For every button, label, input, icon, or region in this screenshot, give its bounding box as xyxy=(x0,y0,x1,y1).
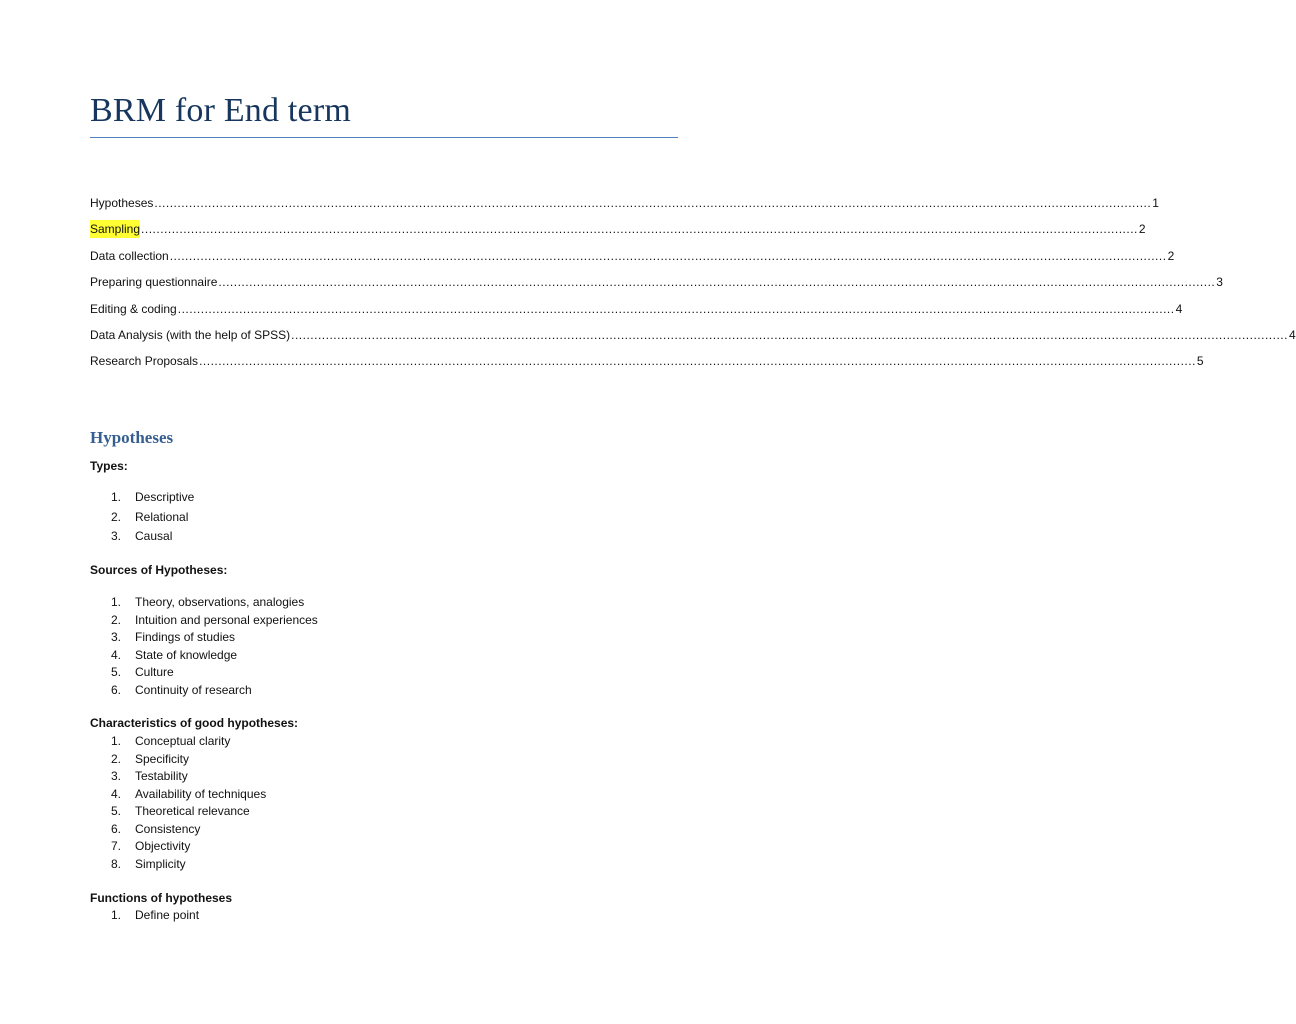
list-item-text: Theory, observations, analogies xyxy=(135,595,305,609)
toc-entry-label: Data Analysis (with the help of SPSS) xyxy=(90,327,291,342)
list-number: 5. xyxy=(111,665,122,679)
toc-entry[interactable] xyxy=(90,300,1183,326)
toc-leader: .................................................................................................................................................................................................................................................................... xyxy=(199,354,1196,369)
list-item xyxy=(111,907,199,925)
document-title: BRM for End term xyxy=(90,92,352,129)
list-item xyxy=(111,508,194,528)
toc-entry-page: 2 xyxy=(1138,222,1146,237)
list-number: 8. xyxy=(111,856,122,871)
list-item xyxy=(111,768,266,786)
list-item xyxy=(111,488,194,508)
list-item-text: Intuition and personal experiences xyxy=(135,612,318,627)
toc-leader: .................................................................................................................................................................................................................................................................... xyxy=(218,275,1216,290)
list-item-text: Continuity of research xyxy=(135,682,252,697)
toc-leader: .................................................................................................................................................................................................................................................................... xyxy=(291,327,1288,342)
list-number: 6. xyxy=(111,682,122,697)
list-item xyxy=(111,821,266,839)
list-item-text: Simplicity xyxy=(135,856,186,871)
characteristics-list xyxy=(111,733,266,873)
toc-leader: .................................................................................................................................................................................................................................................................... xyxy=(177,301,1175,316)
list-number: 3. xyxy=(111,769,122,783)
toc-entry-page: 2 xyxy=(1167,248,1175,263)
toc-entry-page: 4 xyxy=(1175,301,1183,316)
toc-entry-page: 1 xyxy=(1152,196,1159,210)
list-item-text: Objectivity xyxy=(135,839,191,853)
list-item xyxy=(111,527,194,547)
list-number: 3. xyxy=(111,529,122,544)
toc-entry[interactable] xyxy=(90,247,1175,273)
list-number: 2. xyxy=(111,751,122,766)
list-number: 5. xyxy=(111,804,122,818)
list-number: 1. xyxy=(111,490,122,504)
types-heading: Types: xyxy=(90,459,128,473)
toc-entry-label: Preparing questionnaire xyxy=(90,275,218,290)
toc-entry-label: Hypotheses xyxy=(90,196,154,210)
list-item-text: Define point xyxy=(135,908,200,922)
list-item-text: Theoretical relevance xyxy=(135,804,250,818)
list-number: 6. xyxy=(111,821,122,836)
toc-entry-label: Editing & coding xyxy=(90,301,177,316)
list-number: 1. xyxy=(111,908,122,922)
toc-entry[interactable] xyxy=(90,273,1223,299)
list-item-text: Availability of techniques xyxy=(135,786,267,801)
list-item xyxy=(111,786,266,804)
list-item xyxy=(111,682,318,700)
toc-entry-page: 3 xyxy=(1216,275,1223,290)
toc-entry[interactable] xyxy=(90,326,1296,352)
list-number: 2. xyxy=(111,509,122,524)
toc-leader: .................................................................................................................................................................................................................................................................... xyxy=(141,222,1138,237)
list-item xyxy=(111,594,318,612)
title-underline xyxy=(90,137,678,138)
list-item-text: Testability xyxy=(135,769,188,783)
toc-entry[interactable] xyxy=(90,194,1159,220)
list-number: 2. xyxy=(111,612,122,627)
list-item xyxy=(111,803,266,821)
sources-heading: Sources of Hypotheses: xyxy=(90,563,228,577)
toc-leader: .................................................................................................................................................................................................................................................................... xyxy=(154,196,1152,210)
list-number: 1. xyxy=(111,595,122,609)
toc-entry-page: 4 xyxy=(1288,327,1296,342)
toc-entry[interactable] xyxy=(90,352,1204,378)
list-number: 4. xyxy=(111,786,122,801)
list-item xyxy=(111,629,318,647)
list-item-text: Specificity xyxy=(135,751,190,766)
list-item-text: State of knowledge xyxy=(135,647,238,662)
list-item xyxy=(111,647,318,665)
functions-list xyxy=(111,907,199,925)
list-item xyxy=(111,751,266,769)
list-item xyxy=(111,856,266,874)
toc-entry-label: Sampling xyxy=(90,222,141,237)
toc-leader: .................................................................................................................................................................................................................................................................... xyxy=(169,248,1167,263)
list-number: 4. xyxy=(111,647,122,662)
functions-heading: Functions of hypotheses xyxy=(90,891,233,905)
list-item-text: Consistency xyxy=(135,821,201,836)
list-item xyxy=(111,733,266,751)
list-item-text: Relational xyxy=(135,509,189,524)
toc-entry[interactable] xyxy=(90,220,1146,246)
list-item xyxy=(111,838,266,856)
characteristics-heading: Characteristics of good hypotheses: xyxy=(90,716,299,730)
toc-entry-page: 5 xyxy=(1196,354,1204,369)
list-item-text: Descriptive xyxy=(135,490,195,504)
list-item-text: Conceptual clarity xyxy=(135,734,231,748)
list-item xyxy=(111,612,318,630)
toc-entry-label: Data collection xyxy=(90,248,169,263)
list-item-text: Culture xyxy=(135,665,174,679)
types-list xyxy=(111,488,194,547)
table-of-contents xyxy=(90,194,1296,379)
list-number: 7. xyxy=(111,839,122,853)
list-number: 1. xyxy=(111,734,122,748)
list-number: 3. xyxy=(111,630,122,644)
list-item-text: Causal xyxy=(135,529,173,544)
sources-list xyxy=(111,594,318,699)
toc-entry-label: Research Proposals xyxy=(90,354,199,369)
section-heading: Hypotheses xyxy=(90,428,174,447)
list-item-text: Findings of studies xyxy=(135,630,236,644)
list-item xyxy=(111,664,318,682)
